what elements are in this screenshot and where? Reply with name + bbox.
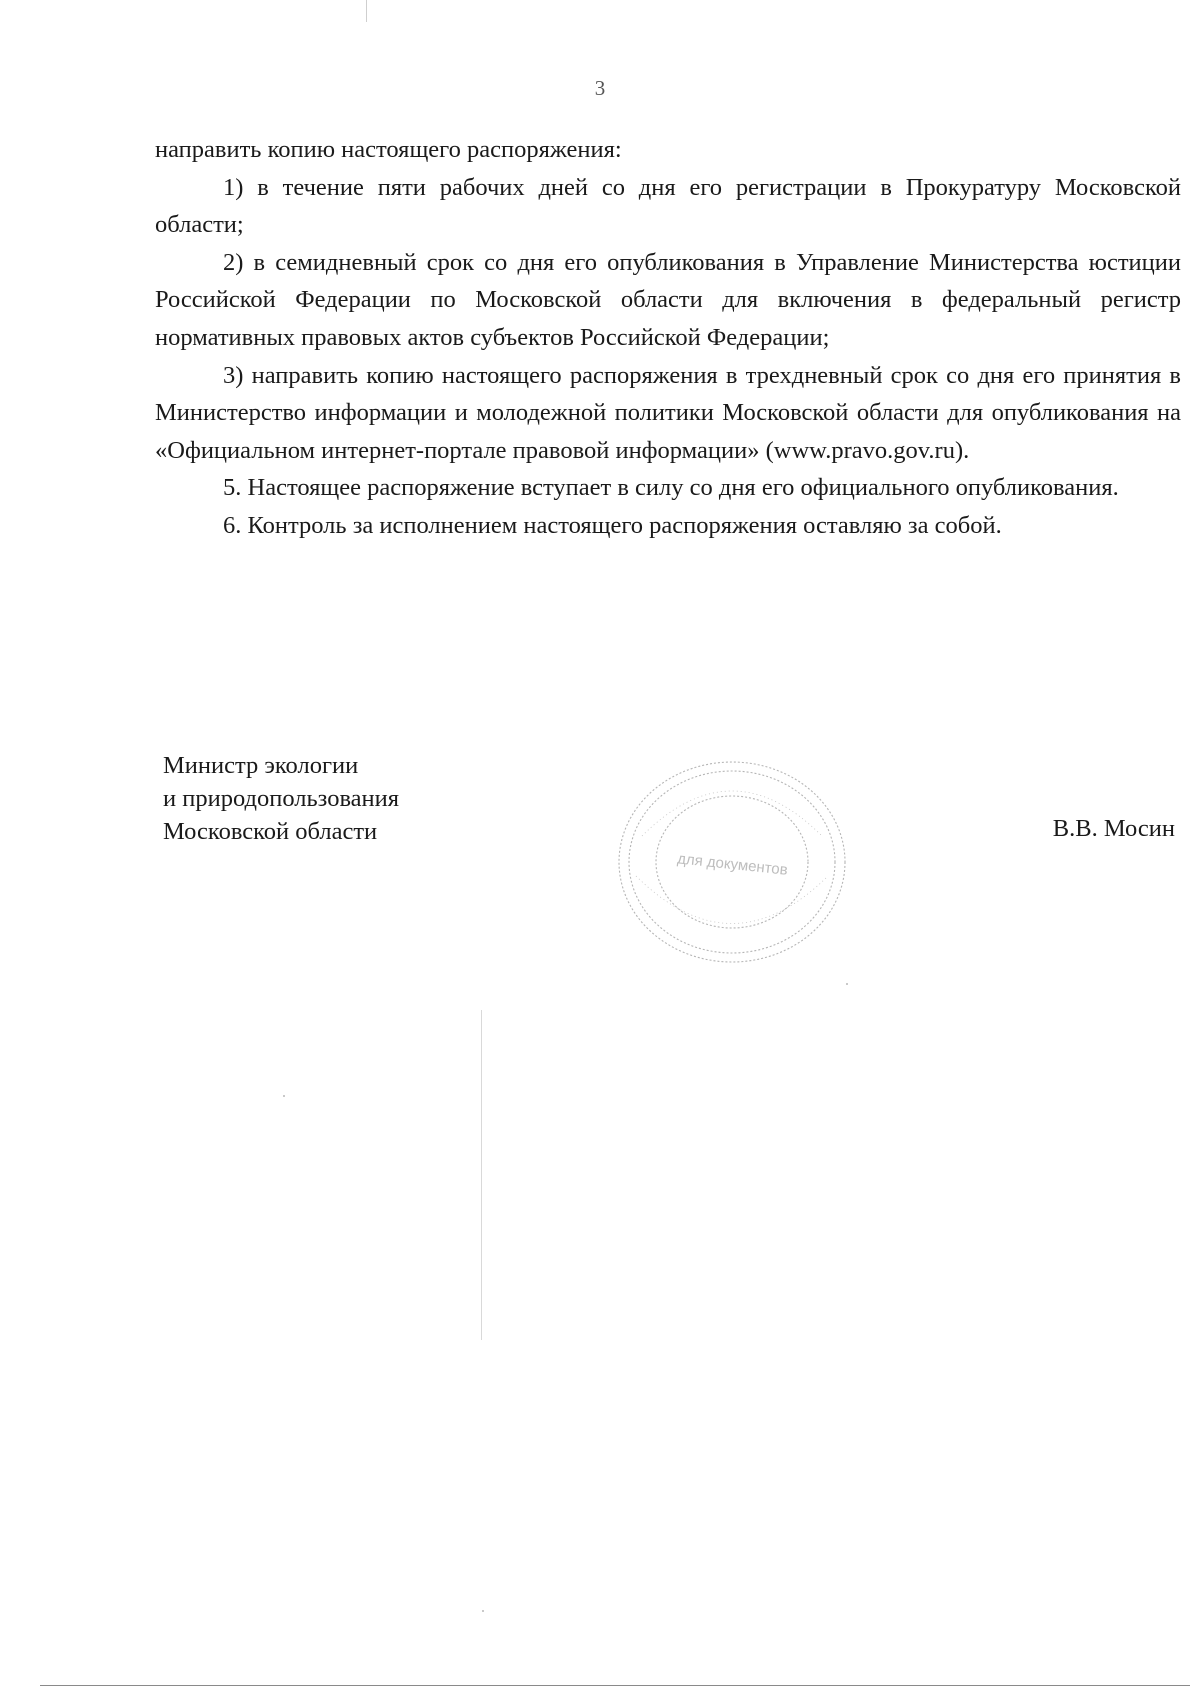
scan-artifact xyxy=(846,983,848,985)
paragraph-item-2: 2) в семидневный срок со дня его опубликования в Управление Министерства юстиции Российской Федерации по Московской области для включения в федеральный регистр нормативных правовых актов субъектов Российской Федерации; xyxy=(155,248,1181,351)
signatory-name: В.В. Мосин xyxy=(1052,815,1175,842)
document-body xyxy=(155,131,1181,545)
scan-artifact xyxy=(366,0,367,22)
paragraph-intro: направить копию настоящего распоряжения: xyxy=(155,136,622,163)
scan-artifact xyxy=(481,1010,482,1340)
page-number: 3 xyxy=(594,76,606,100)
official-stamp xyxy=(612,756,852,976)
scan-artifact xyxy=(283,1095,285,1097)
paragraph-clause-6: 6. Контроль за исполнением настоящего распоряжения оставляю за собой. xyxy=(223,511,1002,539)
paragraph-clause-5: 5. Настоящее распоряжение вступает в силу со дня его официального опубликования. xyxy=(223,474,1119,502)
page-bottom-edge xyxy=(40,1685,1190,1686)
scan-artifact xyxy=(482,1610,484,1612)
stamp-text: для документов xyxy=(676,850,789,879)
signatory-title xyxy=(163,749,399,848)
signatory-title-line: и природопользования xyxy=(163,785,400,812)
paragraph-item-1: 1) в течение пяти рабочих дней со дня его регистрации в Прокуратуру Московской области; xyxy=(155,173,1181,239)
signatory-title-line: Министр экологии xyxy=(163,752,359,779)
paragraph-item-3: 3) направить копию настоящего распоряжения в трехдневный срок со дня его принятия в Министерство информации и молодежной политики Московской области для опубликования на «Официальном интернет-портале правовой информации» (www.pravo.gov.ru). xyxy=(155,361,1181,464)
signatory-title-line: Московской области xyxy=(163,818,378,845)
